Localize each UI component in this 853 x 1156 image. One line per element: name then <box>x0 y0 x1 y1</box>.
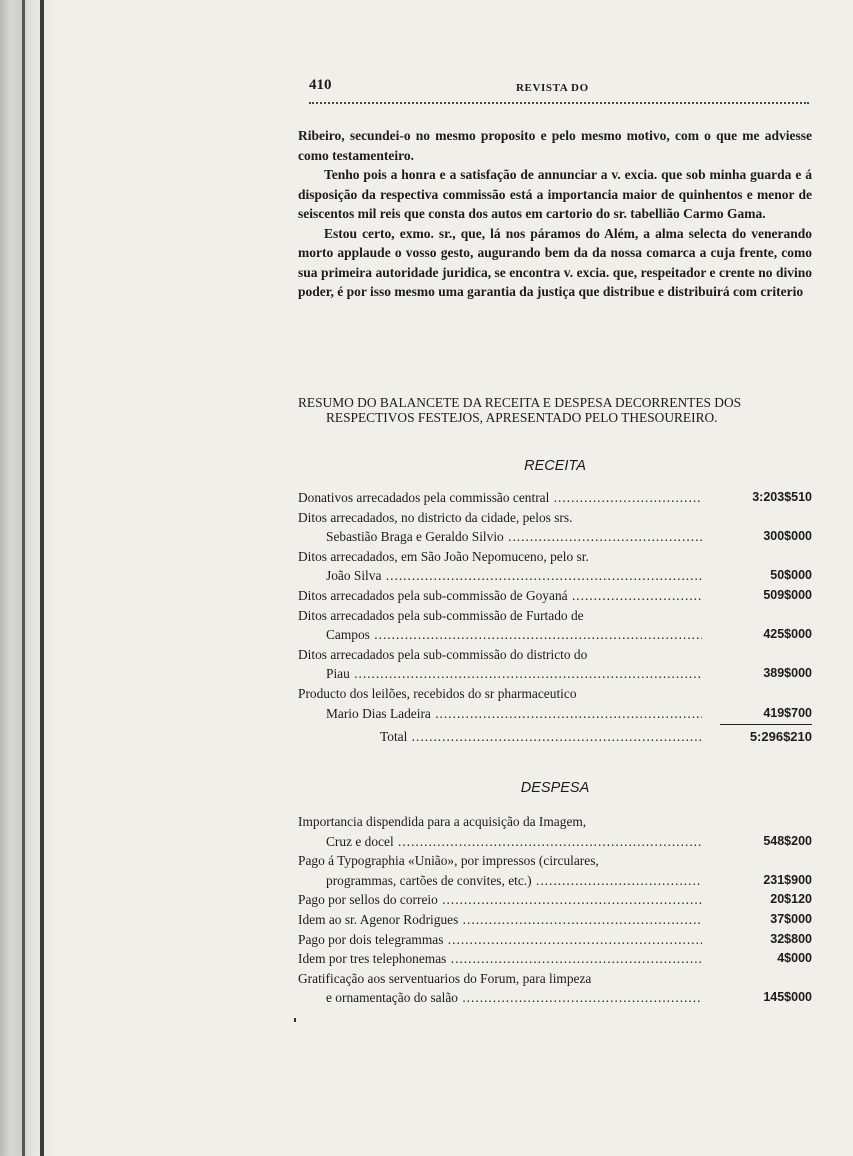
despesa-title: DESPESA <box>520 780 590 796</box>
entry-description-continued: e ornamentação do salão ..... <box>298 988 702 1008</box>
entry-description: Donativos arrecadados pela commissão central ..... <box>298 488 702 508</box>
ledger-entry <box>298 645 812 684</box>
entry-amount: 20$120 <box>770 892 812 907</box>
entry-amount: 389$000 <box>763 666 812 681</box>
entry-amount: 425$000 <box>763 627 812 642</box>
entry-description: Ditos arrecadados pela sub-commissão do districto do <box>298 646 588 662</box>
receita-title: RECEITA <box>524 458 586 474</box>
letter-paragraph-1: Ribeiro, secundei-o no mesmo proposito e pelo mesmo motivo, com o que me adviesse como testamenteiro. <box>298 128 812 163</box>
entry-amount: 548$200 <box>763 833 812 848</box>
letter-paragraph-3: Estou certo, exmo. sr., que, lá nos páramos do Além, a alma selecta do venerando morto applaude o vosso gesto, augurando bem da da nossa comarca a cuja frente, como sua primeira autoridade juridica, se encontra v. excia. que, respeitador e crente no divino poder, é por isso mesmo uma garantia da justiça que distribue e distribuirá com criterio <box>298 225 812 299</box>
entry-description-continued: Sebastião Braga e Geraldo Silvio ..... <box>298 527 702 547</box>
entry-description: Gratificação aos serventuarios do Forum, para limpeza <box>298 970 592 986</box>
entry-description: Idem ao sr. Agenor Rodrigues ..... <box>298 910 702 930</box>
entry-description: Pago á Typographia «União», por impressos (circulares, <box>298 853 599 869</box>
total-label: Total ..... <box>380 727 702 747</box>
entry-amount: 50$000 <box>770 568 812 583</box>
entry-description: Ditos arrecadados, no districto da cidade, pelos srs. <box>298 509 573 525</box>
summary-heading: RESUMO DO BALANCETE DA RECEITA E DESPESA DECORRENTES DOS RESPECTIVOS FESTEJOS, APRESENTADO PELO THESOUREIRO. <box>298 395 742 425</box>
letter-paragraph-2: Tenho pois a honra e a satisfação de annunciar a v. excia. que sob minha guarda e á disposição da respectiva commissão está a importancia maior de quinhentos e menor de seiscentos mil reis que consta dos autos em cartorio do sr. tabellião Carmo Gama. <box>298 167 812 221</box>
entry-description: Importancia dispendida para a acquisição da Imagem, <box>298 814 587 829</box>
ledger-entry <box>298 606 812 645</box>
letter-text <box>298 126 812 302</box>
ledger-entry <box>298 508 812 547</box>
entry-amount: 37$000 <box>770 911 812 926</box>
ledger-entry <box>298 890 812 910</box>
entry-amount: 32$800 <box>770 931 812 946</box>
total-amount: 5:296$210 <box>749 729 812 745</box>
entry-description: Pago por dois telegrammas ..... <box>298 930 702 950</box>
header-rule <box>309 102 809 104</box>
entry-amount: 419$700 <box>763 705 812 720</box>
ledger-entry <box>298 851 812 890</box>
page-number: 410 <box>309 77 332 93</box>
entry-description-continued: programmas, cartões de convites, etc.) ..... <box>298 871 702 891</box>
entry-description-continued: Cruz e docel ..... <box>298 832 702 852</box>
entry-description: Pago por sellos do correio ..... <box>298 890 702 910</box>
ledger-entry <box>298 586 812 606</box>
entry-amount: 4$000 <box>777 951 812 966</box>
entry-description: Ditos arrecadados pela sub-commissão de Goyaná ..... <box>298 586 702 606</box>
entry-description-continued: Campos ..... <box>298 625 702 645</box>
ink-speck <box>294 1018 296 1022</box>
ledger-entry <box>298 910 812 930</box>
entry-description-continued: Mario Dias Ladeira ..... <box>298 704 702 724</box>
ledger-entry <box>298 949 812 969</box>
receita-ledger <box>298 488 812 748</box>
entry-amount: 509$000 <box>763 587 812 602</box>
running-head: REVISTA DO <box>516 82 589 94</box>
entry-description: Ditos arrecadados, em São João Nepomuceno, pelo sr. <box>298 548 589 564</box>
ledger-entry <box>298 812 812 851</box>
entry-amount: 3:203$510 <box>752 490 812 504</box>
ledger-entry <box>298 684 812 723</box>
entry-description: Idem por tres telephonemas ..... <box>298 949 702 969</box>
ledger-entry <box>298 969 812 1008</box>
total-row <box>298 727 812 748</box>
entry-amount: 300$000 <box>763 529 812 544</box>
entry-description-continued: João Silva ..... <box>298 566 702 586</box>
entry-amount: 145$000 <box>763 990 812 1005</box>
total-rule <box>720 724 812 725</box>
entry-description-continued: Piau ..... <box>298 664 702 684</box>
ledger-entry <box>298 547 812 586</box>
entry-description: Producto dos leilões, recebidos do sr pharmaceutico <box>298 685 577 701</box>
ledger-entry <box>298 488 812 508</box>
despesa-ledger <box>298 812 812 1008</box>
ledger-entry <box>298 930 812 950</box>
entry-amount: 231$900 <box>763 872 812 887</box>
entry-description: Ditos arrecadados pela sub-commissão de Furtado de <box>298 607 584 623</box>
